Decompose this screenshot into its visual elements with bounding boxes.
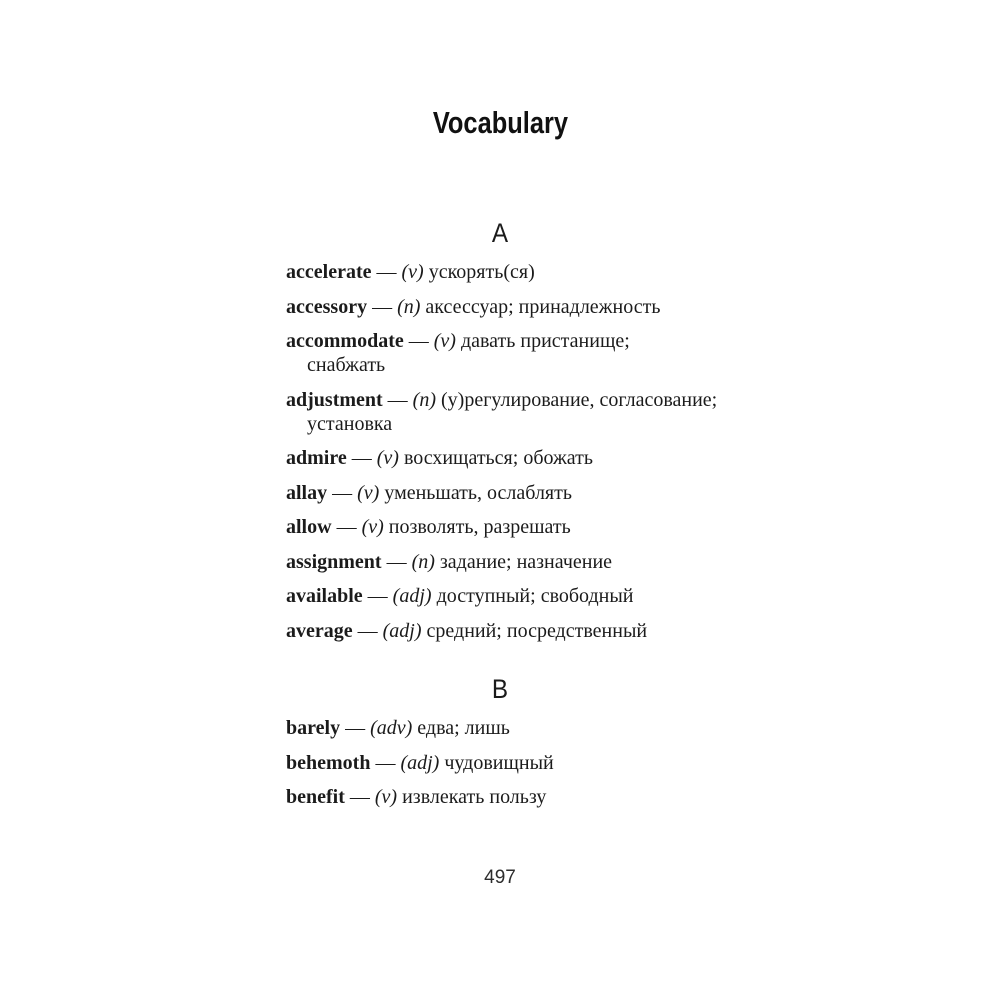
section-letter-a (0, 220, 1000, 247)
vocab-entry (286, 785, 722, 809)
entry-translation: средний; посредственный (426, 619, 648, 642)
entry-translation: (у)регулирование, согласование; (441, 388, 718, 411)
entries-section-a (286, 260, 722, 653)
vocab-entry (286, 260, 722, 284)
entry-pos: (v) (357, 481, 380, 504)
entry-dash: — (376, 261, 397, 283)
entry-translation: аксессуар; принадлежность (425, 295, 661, 318)
entry-pos: (v) (376, 447, 399, 469)
entry-word: allay (286, 481, 328, 504)
entry-translation: ускорять(ся) (428, 261, 535, 283)
entry-translation: едва; лишь (417, 717, 510, 739)
entry-pos: (adv) (370, 717, 413, 739)
entry-translation: задание; назначение (439, 550, 613, 573)
section-letter-b (0, 676, 1000, 703)
section-letter-b-text: B (491, 674, 509, 704)
entry-dash: — (375, 751, 396, 774)
entry-pos: (v) (401, 261, 424, 283)
entry-pos: (adj) (392, 585, 432, 607)
entry-dash: — (367, 585, 388, 607)
entry-word: behemoth (286, 751, 371, 774)
entry-dash: — (357, 619, 378, 642)
entry-dash: — (332, 481, 353, 504)
section-letter-a-text: A (491, 218, 509, 248)
vocab-entry (286, 295, 722, 319)
entry-translation: давать пристанище; (460, 330, 630, 352)
vocab-entry (286, 329, 722, 377)
entry-word: available (286, 585, 363, 607)
entry-word: average (286, 619, 353, 642)
entry-word: admire (286, 447, 347, 469)
entry-pos: (n) (412, 388, 436, 411)
entry-pos: (n) (397, 295, 421, 318)
entry-dash: — (372, 295, 393, 318)
entry-word: adjustment (286, 388, 383, 411)
entry-dash: — (349, 786, 370, 808)
entry-dash: — (386, 550, 407, 573)
entry-word: accelerate (286, 261, 372, 283)
entry-word: benefit (286, 786, 345, 808)
entry-translation: уменьшать, ослаблять (384, 481, 572, 504)
entry-word: accommodate (286, 330, 404, 352)
vocab-entry (286, 584, 722, 608)
vocab-entry (286, 481, 722, 505)
entry-word: allow (286, 516, 332, 538)
vocab-entry (286, 550, 722, 574)
entry-word: accessory (286, 295, 368, 318)
entries-section-b (286, 716, 722, 820)
page-title (0, 106, 1000, 140)
entry-dash: — (336, 516, 357, 538)
vocab-entry (286, 619, 722, 643)
vocab-entry (286, 751, 722, 775)
entry-translation: чудовищный (444, 751, 554, 774)
entry-dash: — (408, 330, 429, 352)
entry-translation-cont: установка (307, 412, 393, 435)
entry-dash: — (387, 388, 408, 411)
entry-word: assignment (286, 550, 382, 573)
entry-pos: (v) (433, 330, 456, 352)
entry-translation: доступный; свободный (436, 585, 634, 607)
entry-pos: (v) (361, 516, 384, 538)
entry-first-line (286, 388, 722, 412)
vocab-entry (286, 716, 722, 740)
entry-translation-cont: снабжать (307, 354, 386, 376)
vocab-entry (286, 388, 722, 436)
page-number: 497 (484, 867, 516, 888)
entry-pos: (n) (411, 550, 435, 573)
entry-pos: (adj) (382, 619, 422, 642)
entry-translation: позволять, разрешать (388, 516, 571, 538)
entry-translation: восхищаться; обожать (403, 447, 594, 469)
entry-word: barely (286, 717, 341, 739)
page-title-text: Vocabulary (432, 105, 568, 140)
entry-pos: (v) (374, 786, 398, 808)
entry-translation: извлекать пользу (402, 786, 547, 808)
entry-first-line (286, 329, 722, 353)
entry-pos: (adj) (400, 751, 440, 774)
entry-dash: — (351, 447, 372, 469)
entry-dash: — (345, 717, 366, 739)
vocab-entry (286, 446, 722, 470)
vocab-entry (286, 515, 722, 539)
